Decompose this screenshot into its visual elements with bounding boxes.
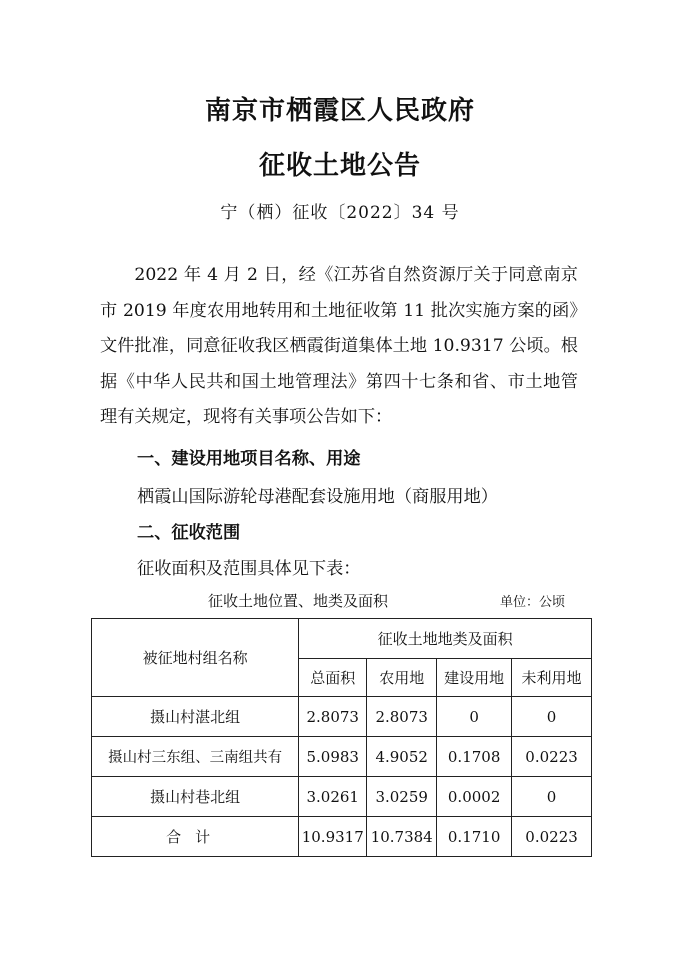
cell-agri: 3.0259 [367, 777, 437, 817]
cell-unused: 0 [512, 777, 592, 817]
cell-village: 摄山村巷北组 [92, 777, 299, 817]
table-row [92, 777, 592, 817]
cell-total: 10.9317 [299, 817, 367, 857]
col-total: 总面积 [299, 659, 367, 697]
doc-title: 征收土地公告 [258, 151, 421, 181]
doc-title-issuer: 南京市栖霞区人民政府 [204, 96, 475, 126]
cell-construction: 0 [437, 697, 512, 737]
section1-heading: 一、建设用地项目名称、用途 [137, 449, 361, 469]
group-header: 征收土地地类及面积 [299, 619, 592, 659]
col-agri: 农用地 [367, 659, 437, 697]
cell-village: 摄山村湛北组 [92, 697, 299, 737]
doc-number: 宁（栖）征收〔2022〕34 号 [220, 203, 460, 223]
cell-agri: 4.9052 [367, 737, 437, 777]
cell-agri: 10.7384 [367, 817, 437, 857]
cell-village: 摄山村三东组、三南组共有 [92, 737, 299, 777]
table-total-row [92, 817, 592, 857]
table-row [92, 737, 592, 777]
col-unused: 未利用地 [512, 659, 592, 697]
village-header: 被征地村组名称 [92, 619, 299, 697]
table-row [92, 697, 592, 737]
cell-total: 5.0983 [299, 737, 367, 777]
col-construction: 建设用地 [437, 659, 512, 697]
cell-total-label: 合计 [92, 817, 299, 857]
section1-text: 栖霞山国际游轮母港配套设施用地（商服用地） [137, 487, 498, 507]
cell-construction: 0.0002 [437, 777, 512, 817]
cell-total: 3.0261 [299, 777, 367, 817]
intro-paragraph: 2022 年 4 月 2 日，经《江苏省自然资源厅关于同意南京市 2019 年度农用地转用和土地征收第 11 批次实施方案的函》文件批准，同意征收我区栖霞街道集体土地 10.9317 公顷。根据《中华人民共和国土地管理法》第四十七条和省、市土地管理有关规定，现将有关事项公告如下： [100, 265, 578, 427]
cell-unused: 0.0223 [512, 817, 592, 857]
land-table [91, 618, 592, 857]
cell-total: 2.8073 [299, 697, 367, 737]
table-unit: 单位：公顷 [500, 595, 566, 610]
cell-unused: 0.0223 [512, 737, 592, 777]
cell-unused: 0 [512, 697, 592, 737]
section2-text: 征收面积及范围具体见下表： [137, 559, 361, 579]
section2-heading: 二、征收范围 [137, 523, 241, 543]
table-caption: 征收土地位置、地类及面积 [208, 592, 389, 610]
cell-construction: 0.1708 [437, 737, 512, 777]
cell-construction: 0.1710 [437, 817, 512, 857]
table-header-row [92, 619, 592, 659]
cell-agri: 2.8073 [367, 697, 437, 737]
